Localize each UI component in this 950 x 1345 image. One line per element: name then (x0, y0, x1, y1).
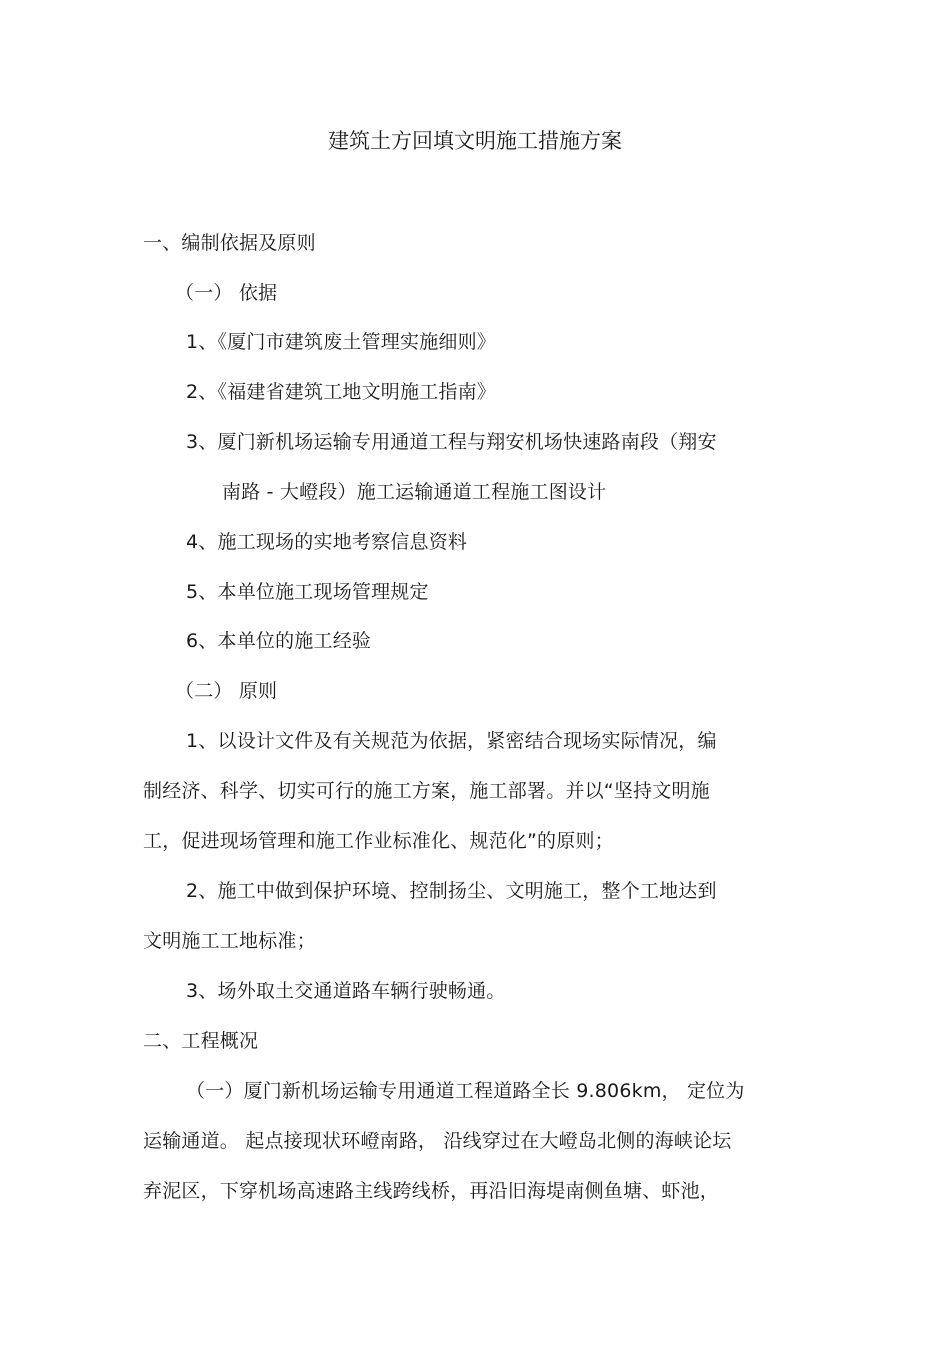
basis-item-6: 6、本单位的施工经验 (186, 630, 372, 652)
principle-1: 1、以设计文件及有关规范为依据，紧密结合现场实际情况，编 (186, 730, 717, 752)
section-heading-2: 二、工程概况 (143, 1030, 259, 1052)
principle-2: 2、施工中做到保护环境、控制扬尘、文明施工，整个工地达到 (186, 880, 717, 902)
document-title: 建筑土方回填文明施工措施方案 (328, 129, 622, 153)
overview-paragraph-1: （一）厦门新机场运输专用通道工程道路全长 9.806km， 定位为 (186, 1080, 745, 1102)
basis-item-3: 3、厦门新机场运输专用通道工程与翔安机场快速路南段（翔安 (186, 431, 717, 453)
basis-item-1: 1、《厦门市建筑废土管理实施细则》 (186, 331, 496, 353)
principle-2-continued: 文明施工工地标准； (143, 930, 316, 952)
subsection-principles: （二） 原则 (175, 680, 278, 702)
overview-paragraph-1-continued: 运输通道。 起点接现状环嶝南路， 沿线穿过在大嶝岛北侧的海峡论坛 (143, 1130, 732, 1152)
basis-item-3-continued: 南路 - 大嶝段）施工运输通道工程施工图设计 (222, 481, 607, 503)
subsection-basis: （一） 依据 (175, 282, 278, 304)
overview-paragraph-1-continued-2: 弃泥区，下穿机场高速路主线跨线桥，再沿旧海堤南侧鱼塘、虾池， (143, 1180, 720, 1202)
section-heading-1: 一、编制依据及原则 (143, 232, 316, 254)
basis-item-2: 2、《福建省建筑工地文明施工指南》 (186, 381, 496, 403)
principle-1-continued-2: 工，促进现场管理和施工作业标准化、规范化”的原则； (143, 830, 614, 852)
basis-item-5: 5、本单位施工现场管理规定 (186, 581, 429, 603)
principle-1-continued: 制经济、科学、切实可行的施工方案，施工部署。并以“坚持文明施 (143, 780, 710, 802)
basis-item-4: 4、施工现场的实地考察信息资料 (186, 531, 468, 553)
principle-3: 3、场外取土交通道路车辆行驶畅通。 (186, 980, 506, 1002)
